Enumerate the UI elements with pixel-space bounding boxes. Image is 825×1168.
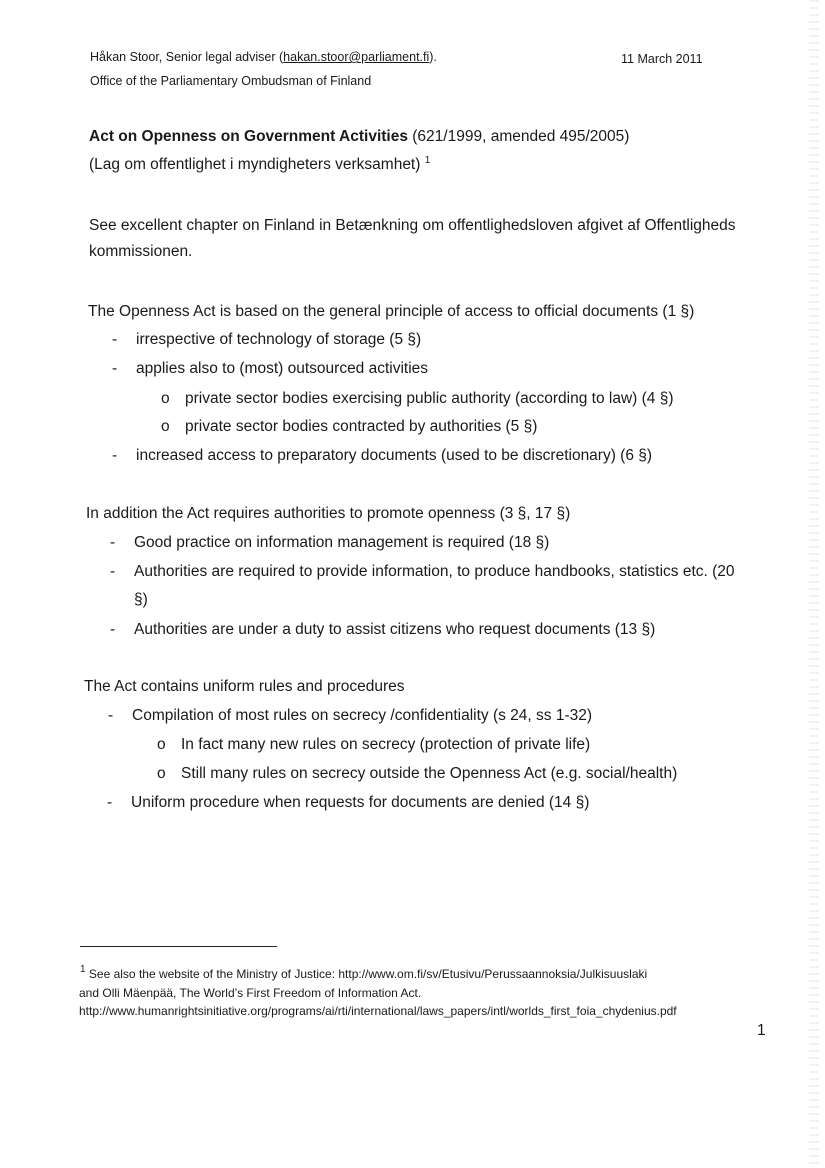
bullet-marker: - bbox=[110, 563, 116, 580]
footnote-reference[interactable]: 1 bbox=[424, 155, 431, 166]
footnote-url[interactable]: http://www.humanrightsinitiative.org/programs/ai/rti/international/laws_papers/intl/worlds_first_foia_chydenius.pdf bbox=[79, 1004, 677, 1018]
section2-heading: In addition the Act requires authorities to promote openness (3 §, 17 §) bbox=[86, 505, 571, 522]
list-item: applies also to (most) outsourced activities bbox=[136, 360, 429, 377]
sub-bullet-marker: o bbox=[161, 418, 170, 435]
title-bold: Act on Openness on Government Activities bbox=[89, 128, 408, 145]
sub-bullet-marker: o bbox=[157, 765, 166, 782]
bullet-marker: - bbox=[107, 794, 113, 811]
sub-list-item: In fact many new rules on secrecy (protection of private life) bbox=[181, 736, 591, 753]
page-number: 1 bbox=[757, 1022, 766, 1039]
author-email-link[interactable]: hakan.stoor@parliament.fi bbox=[283, 50, 430, 64]
sub-list-item: private sector bodies exercising public authority (according to law) (4 §) bbox=[185, 390, 674, 407]
footnote-separator bbox=[80, 946, 277, 947]
footnote-line-2: and Olli Mäenpää, The World’s First Freedom of Information Act. bbox=[79, 986, 422, 1000]
sub-list-item: private sector bodies contracted by authorities (5 §) bbox=[185, 418, 538, 435]
sub-list-item: Still many rules on secrecy outside the Openness Act (e.g. social/health) bbox=[181, 765, 678, 782]
list-item: irrespective of technology of storage (5 §) bbox=[136, 331, 422, 348]
sub-bullet-marker: o bbox=[157, 736, 166, 753]
bullet-marker: - bbox=[110, 534, 116, 551]
sub-bullet-marker: o bbox=[161, 390, 170, 407]
intro-line-1: See excellent chapter on Finland in Betænkning om offentlighedsloven afgivet af Offentligheds bbox=[89, 217, 736, 234]
list-item: increased access to preparatory documents (used to be discretionary) (6 §) bbox=[136, 447, 653, 464]
document-date: 11 March 2011 bbox=[621, 52, 703, 66]
author-line bbox=[90, 50, 437, 64]
document-title bbox=[89, 128, 629, 146]
list-item: Authorities are required to provide information, to produce handbooks, statistics etc. (20 bbox=[134, 563, 735, 580]
author-suffix: ). bbox=[429, 50, 437, 64]
footnote-number: 1 bbox=[80, 964, 86, 975]
title-rest: (621/1999, amended 495/2005) bbox=[407, 128, 630, 145]
footnote-text-1: See also the website of the Ministry of Justice: http://www.om.fi/sv/Etusivu/Perussaannoksia/Julkisuuslaki bbox=[88, 967, 648, 981]
section1-heading: The Openness Act is based on the general principle of access to official documents (1 §) bbox=[88, 303, 695, 320]
footnote-line-1 bbox=[80, 964, 648, 981]
list-item: Good practice on information management is required (18 §) bbox=[134, 534, 550, 551]
list-item: Authorities are under a duty to assist citizens who request documents (13 §) bbox=[134, 621, 656, 638]
list-item: Compilation of most rules on secrecy /confidentiality (s 24, ss 1-32) bbox=[132, 707, 593, 724]
scan-edge-texture bbox=[809, 0, 819, 1168]
bullet-marker: - bbox=[112, 360, 118, 377]
bullet-marker: - bbox=[112, 331, 118, 348]
list-item-continuation: §) bbox=[134, 591, 148, 608]
office-name: Office of the Parliamentary Ombudsman of Finland bbox=[90, 74, 372, 88]
bullet-marker: - bbox=[108, 707, 114, 724]
intro-line-2: kommissionen. bbox=[89, 243, 193, 260]
title-swedish-text: (Lag om offentlighet i myndigheters verksamhet) bbox=[89, 156, 421, 173]
bullet-marker: - bbox=[112, 447, 118, 464]
author-prefix: Håkan Stoor, Senior legal adviser ( bbox=[90, 50, 284, 64]
title-swedish bbox=[89, 156, 430, 174]
list-item: Uniform procedure when requests for documents are denied (14 §) bbox=[131, 794, 590, 811]
section3-heading: The Act contains uniform rules and procedures bbox=[84, 678, 405, 695]
bullet-marker: - bbox=[110, 621, 116, 638]
